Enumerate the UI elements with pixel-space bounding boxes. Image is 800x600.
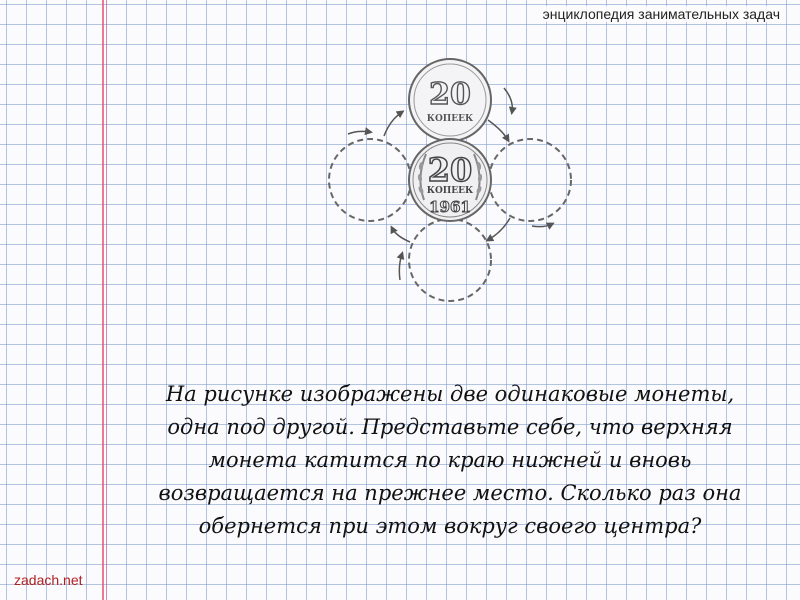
center-coin-year: 1961 xyxy=(429,198,471,216)
center-coin-value: 20 xyxy=(427,151,473,189)
dashed-coin-right xyxy=(489,139,571,221)
arrow-bottom-right-icon xyxy=(488,218,510,240)
arrow-top-right-icon xyxy=(504,88,512,112)
arrow-top-left-icon xyxy=(384,112,402,136)
dashed-coin-left xyxy=(329,139,411,221)
problem-line: обернется при этом вокруг своего центра? xyxy=(198,514,702,538)
arrow-bottom-left-icon xyxy=(392,228,410,242)
arrow-right-lower-icon xyxy=(532,224,552,227)
problem-line: На рисунке изображены две одинаковые монеты, xyxy=(165,382,735,406)
arrow-left-lower-icon xyxy=(399,254,402,280)
arrow-right-upper-icon xyxy=(488,120,508,140)
notebook-margin-line xyxy=(102,0,104,600)
center-coin xyxy=(409,139,491,221)
page-header-title: энциклопедия занимательных задач xyxy=(542,6,780,22)
site-link[interactable]: zadach.net xyxy=(14,572,83,588)
coins-figure xyxy=(320,50,580,310)
top-coin-value: 20 xyxy=(429,77,471,112)
arrow-left-upper-icon xyxy=(348,131,370,134)
notebook-margin-line-inner xyxy=(106,0,107,600)
coins-diagram xyxy=(320,50,580,310)
top-coin-unit: КОПЕЕК xyxy=(426,114,474,124)
dashed-coin-bottom xyxy=(409,219,491,301)
center-coin-unit: КОПЕЕК xyxy=(426,186,474,196)
problem-line: возвращается на прежнее место. Сколько раз она xyxy=(158,481,742,505)
problem-line: монета катится по краю нижней и вновь xyxy=(208,448,692,472)
problem-line: одна под другой. Представьте себе, что верхняя xyxy=(167,415,733,439)
problem-statement xyxy=(130,378,770,543)
top-coin xyxy=(409,59,491,141)
